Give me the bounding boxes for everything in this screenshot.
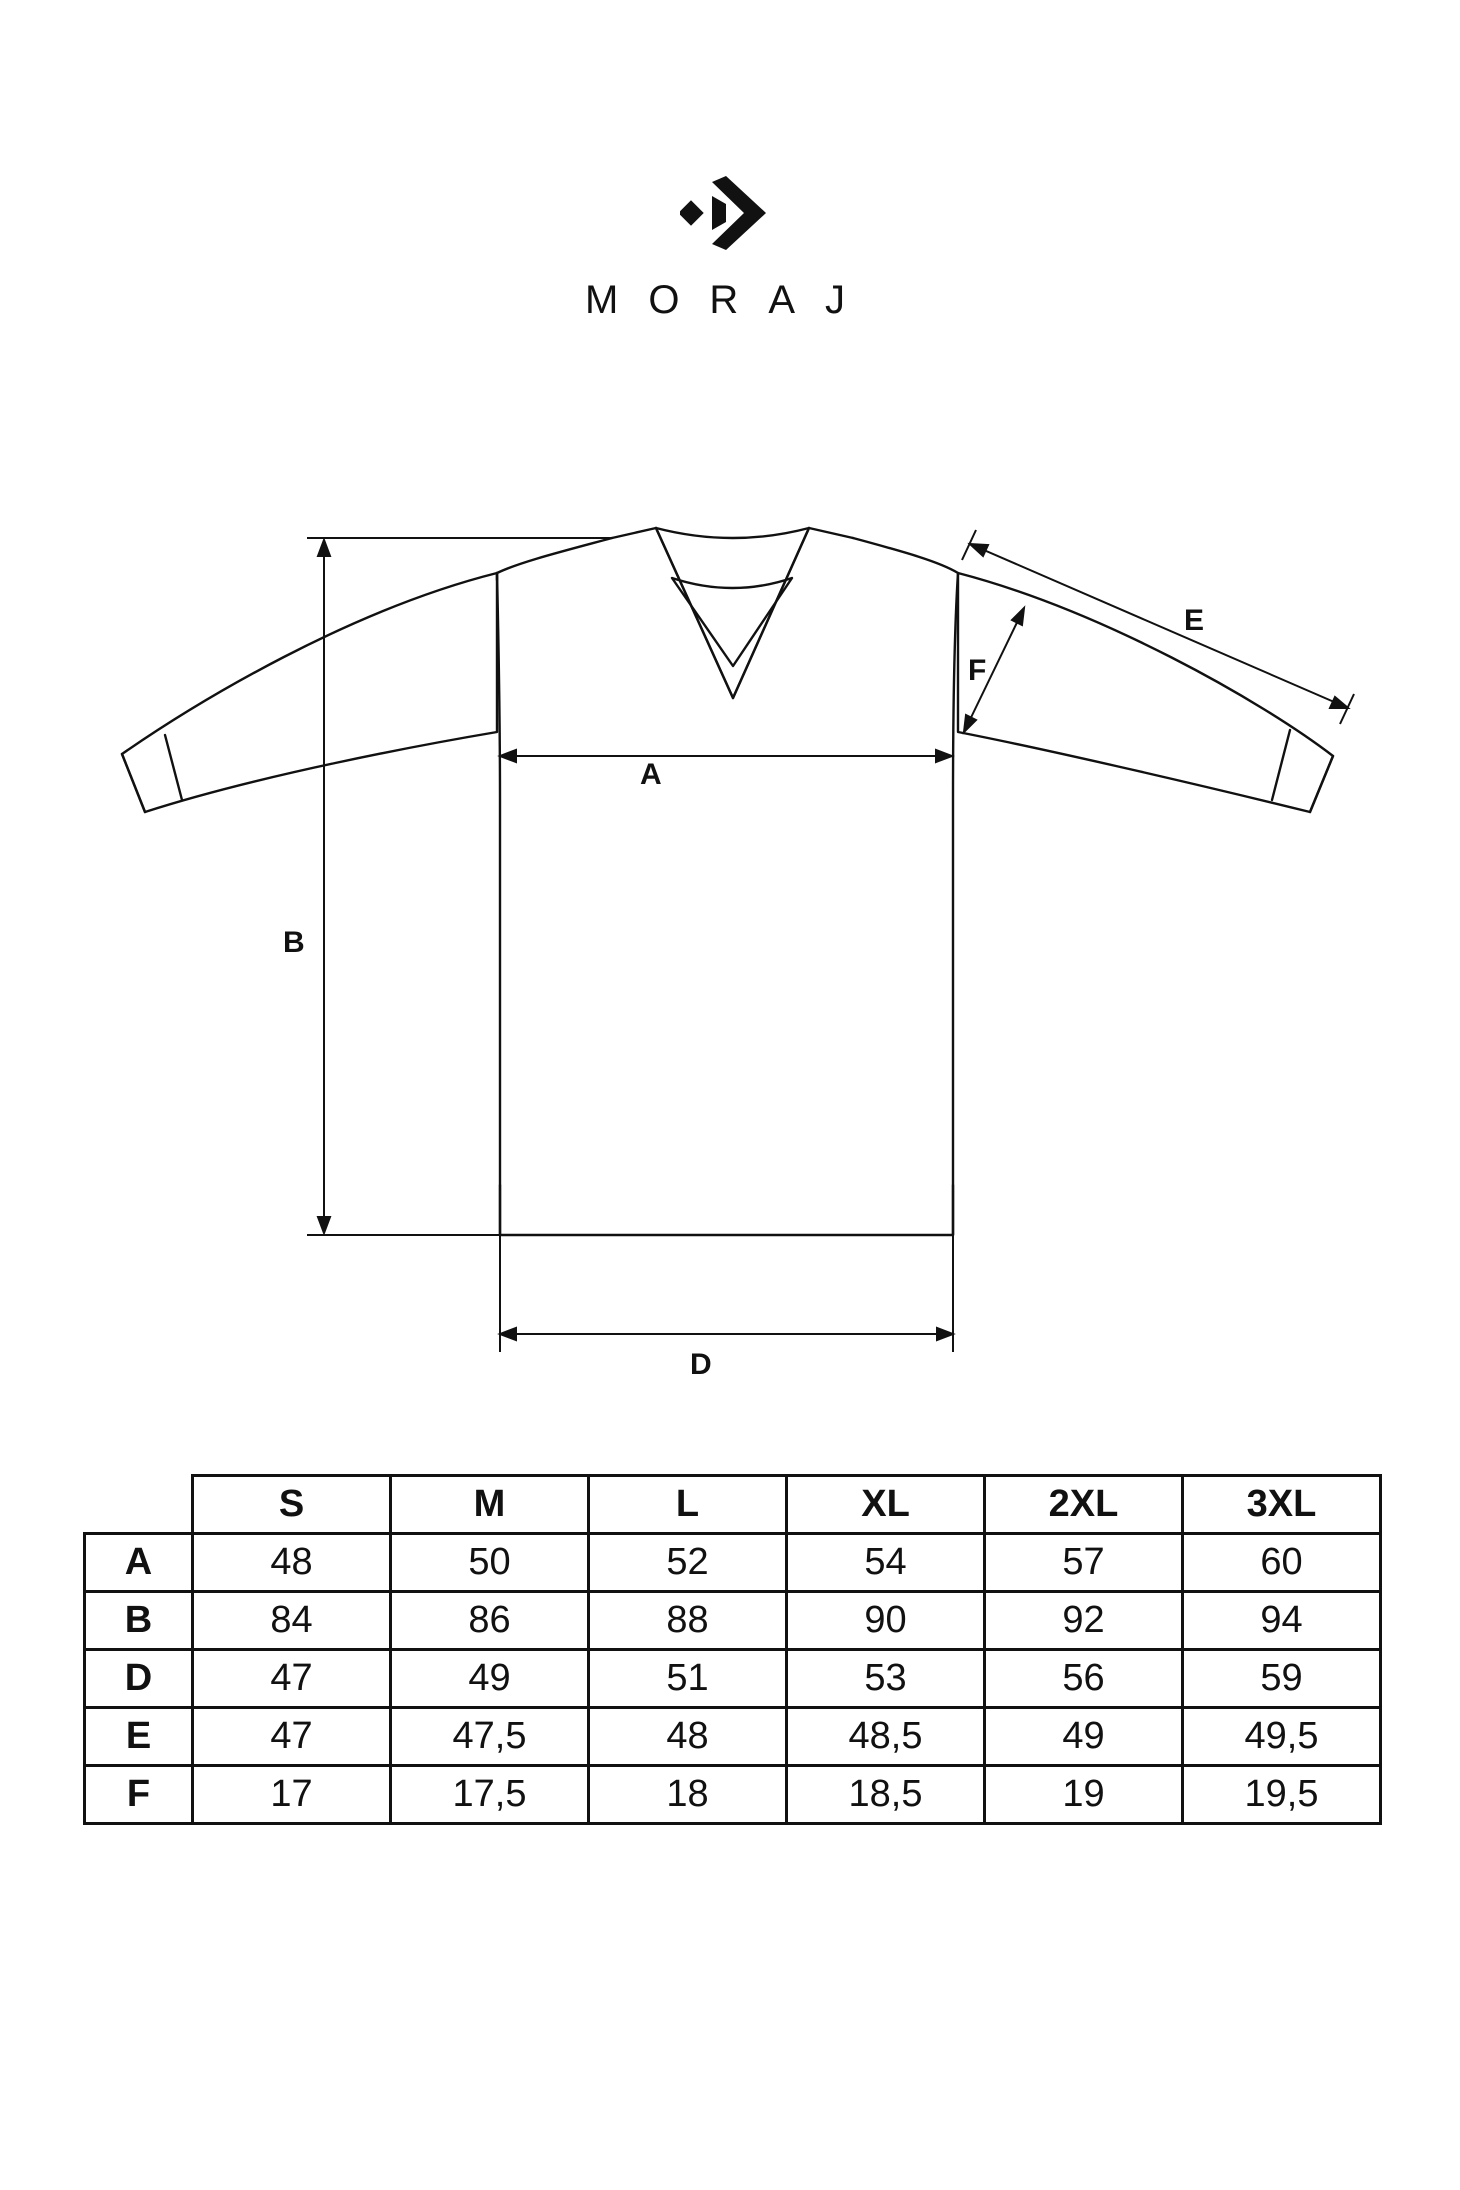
dimension-label-d: D <box>690 1348 712 1381</box>
size-table-row <box>85 1650 1381 1708</box>
brand-name: MORAJ <box>585 278 875 322</box>
measurement-row-label: F <box>85 1766 193 1824</box>
size-table-cell: 86 <box>391 1592 589 1650</box>
garment-sleeve-right <box>853 538 1333 812</box>
size-table-cell: 52 <box>589 1534 787 1592</box>
dimension-line-e <box>970 544 1348 708</box>
size-table-cell: 48,5 <box>787 1708 985 1766</box>
size-table-cell: 48 <box>589 1708 787 1766</box>
size-table-cell: 53 <box>787 1650 985 1708</box>
size-column-header: 3XL <box>1183 1476 1381 1534</box>
dimension-label-e: E <box>1184 604 1205 637</box>
size-table-cell: 60 <box>1183 1534 1381 1592</box>
dimension-label-b: B <box>283 926 305 959</box>
size-table <box>83 1474 1382 1825</box>
size-table-cell: 19,5 <box>1183 1766 1381 1824</box>
size-table-header-row <box>85 1476 1381 1534</box>
size-table-cell: 54 <box>787 1534 985 1592</box>
garment-sleeve-left <box>122 538 612 812</box>
size-table-cell: 88 <box>589 1592 787 1650</box>
size-table-cell: 18,5 <box>787 1766 985 1824</box>
size-table-row <box>85 1766 1381 1824</box>
size-table-cell: 17 <box>193 1766 391 1824</box>
size-table-cell: 19 <box>985 1766 1183 1824</box>
size-table-cell: 50 <box>391 1534 589 1592</box>
measurement-row-label: B <box>85 1592 193 1650</box>
size-table-cell: 48 <box>193 1534 391 1592</box>
size-table-cell: 47 <box>193 1708 391 1766</box>
size-table-cell: 56 <box>985 1650 1183 1708</box>
garment-body-outline <box>497 573 958 1235</box>
size-table-cell: 59 <box>1183 1650 1381 1708</box>
size-column-header: M <box>391 1476 589 1534</box>
size-table-cell: 49,5 <box>1183 1708 1381 1766</box>
measurement-row-label: E <box>85 1708 193 1766</box>
size-table-cell: 17,5 <box>391 1766 589 1824</box>
garment-collar-top <box>656 528 809 538</box>
garment-vneck-fold <box>656 528 809 698</box>
size-table-row <box>85 1708 1381 1766</box>
size-table-corner <box>85 1476 193 1534</box>
size-table-cell: 47,5 <box>391 1708 589 1766</box>
size-column-header: 2XL <box>985 1476 1183 1534</box>
measurement-row-label: D <box>85 1650 193 1708</box>
size-table-cell: 94 <box>1183 1592 1381 1650</box>
size-column-header: S <box>193 1476 391 1534</box>
size-table-row <box>85 1592 1381 1650</box>
size-table-cell: 90 <box>787 1592 985 1650</box>
garment-cuff-right <box>1272 730 1333 812</box>
size-table-cell: 57 <box>985 1534 1183 1592</box>
size-table-cell: 49 <box>985 1708 1183 1766</box>
size-table-cell: 51 <box>589 1650 787 1708</box>
size-column-header: XL <box>787 1476 985 1534</box>
size-table-cell: 49 <box>391 1650 589 1708</box>
dimension-label-a: A <box>640 758 662 791</box>
size-column-header: L <box>589 1476 787 1534</box>
size-table-cell: 18 <box>589 1766 787 1824</box>
garment-neck-inner <box>672 578 792 666</box>
size-table-row <box>85 1534 1381 1592</box>
measurement-row-label: A <box>85 1534 193 1592</box>
size-table-cell: 84 <box>193 1592 391 1650</box>
size-table-cell: 92 <box>985 1592 1183 1650</box>
size-table-cell: 47 <box>193 1650 391 1708</box>
dimension-label-f: F <box>968 654 987 687</box>
garment-neck-outer <box>612 528 853 698</box>
